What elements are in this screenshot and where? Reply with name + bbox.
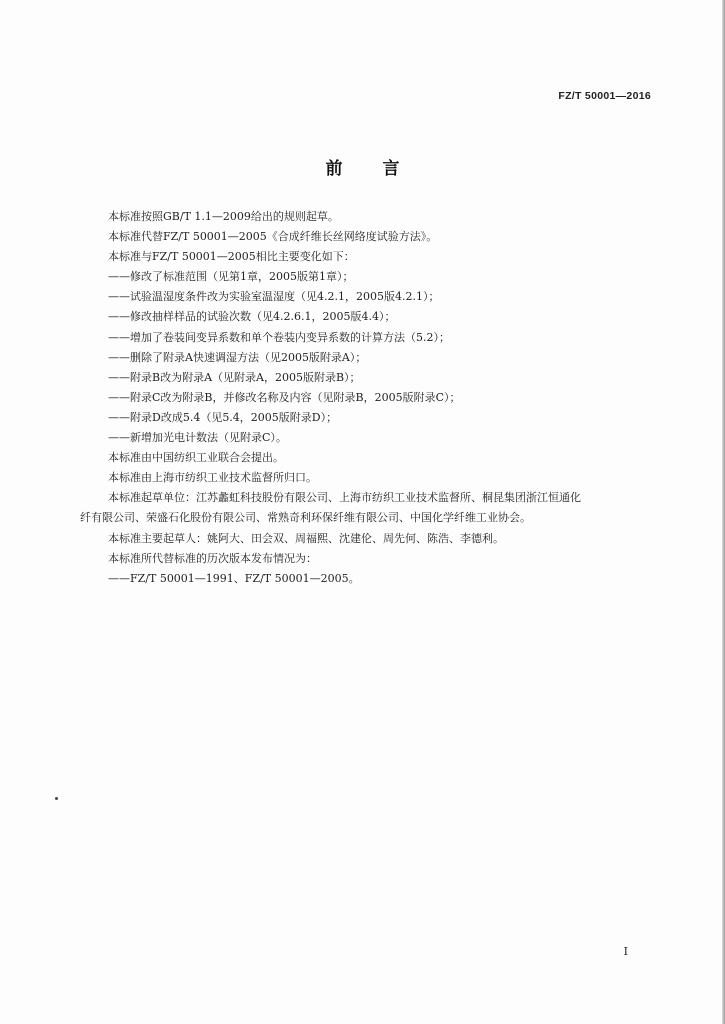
change-item: ——附录D改成5.4（见5.4，2005版附录D）； [108,410,338,424]
paragraph-managed-by: 本标准由上海市纺织工业技术监督所归口。 [108,471,317,485]
change-item: ——试验温湿度条件改为实验室温湿度（见4.2.1，2005版4.2.1）； [108,290,440,304]
paragraph-proposed-by: 本标准由中国纺织工业联合会提出。 [108,451,284,465]
paragraph-history: ——FZ/T 50001—1991、FZ/T 50001—2005。 [108,571,360,585]
change-item: ——附录B改为附录A（见附录A，2005版附录B）； [108,370,361,384]
paragraph-history-intro: 本标准所代替标准的历次版本发布情况为： [108,551,317,565]
foreword-body [80,207,663,589]
change-item: ——修改了标准范围（见第1章，2005版第1章）； [108,270,354,284]
change-item: ——附录C改为附录B，并修改名称及内容（见附录B，2005版附录C）； [108,390,461,404]
paragraph-drafting-units-continued: 纤有限公司、荣盛石化股份有限公司、常熟奇利环保纤维有限公司、中国化学纤维工业协会。 [80,511,531,525]
change-item: ——修改抽样样品的试验次数（见4.2.6.1，2005版4.4）； [108,310,396,324]
paragraph-changes-intro: 本标准与FZ/T 50001—2005相比主要变化如下： [108,250,355,264]
scan-speck [55,797,58,800]
page-title: 前言 [325,159,440,179]
paragraph-replaces: 本标准代替FZ/T 50001—2005《合成纤维长丝网络度试验方法》。 [108,230,438,244]
document-code: FZ/T 50001—2016 [558,90,651,102]
change-item: ——新增加光电计数法（见附录C）。 [108,431,287,445]
paragraph-drafting-units: 本标准起草单位：江苏蠡虹科技股份有限公司、上海市纺织工业技术监督所、桐昆集团浙江恒通化 [108,491,581,505]
change-item: ——增加了卷装间变异系数和单个卷装内变异系数的计算方法（5.2）； [108,330,450,344]
change-item: ——删除了附录A快速调湿方法（见2005版附录A）； [108,350,367,364]
page-number: I [623,945,628,958]
paragraph-drafters: 本标准主要起草人：姚阿大、田会双、周福熙、沈建伦、周先何、陈浩、李德利。 [108,531,504,545]
paragraph-drafting-rules: 本标准按照GB/T 1.1—2009给出的规则起草。 [108,210,339,223]
